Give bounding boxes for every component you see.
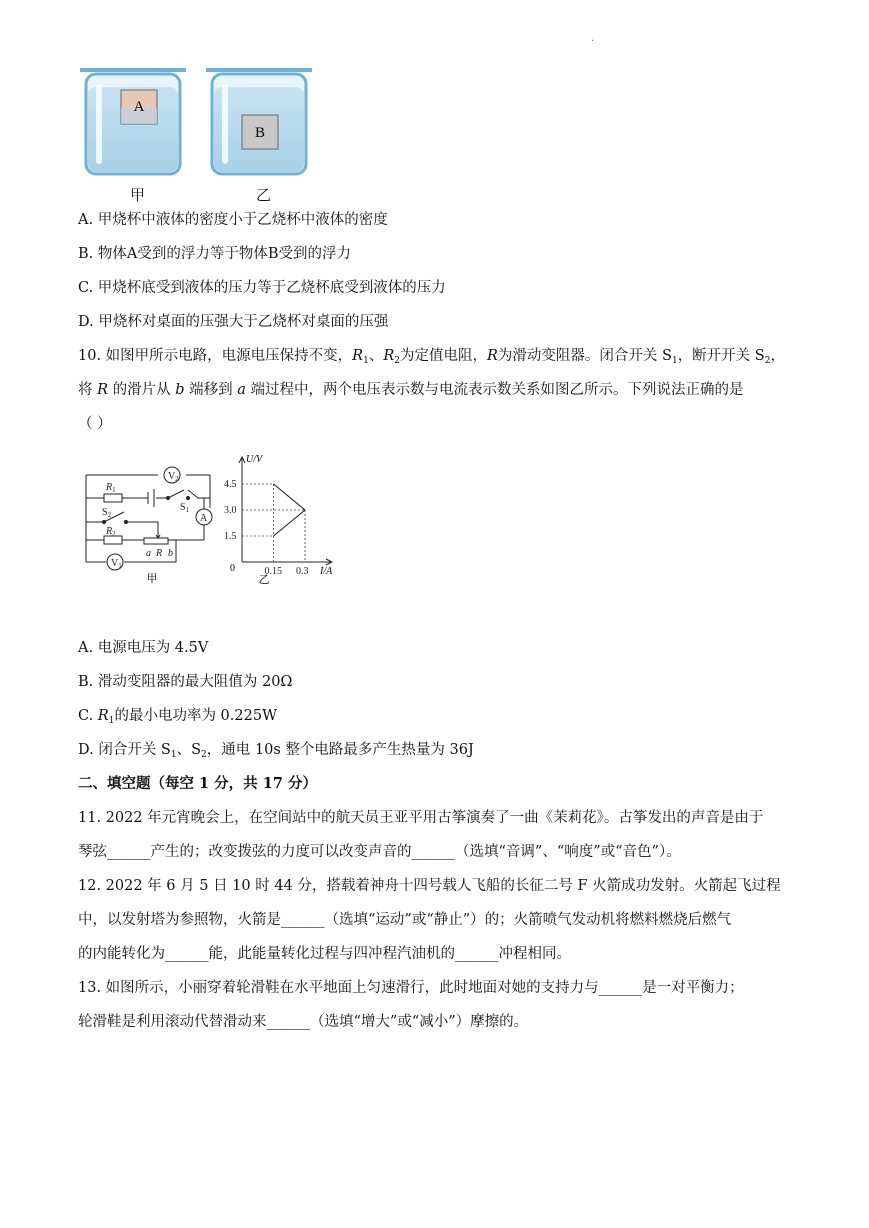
v2-label: V xyxy=(168,471,176,482)
q11-line2: 琴弦______产生的；改变拨弦的力度可以改变声音的______（选填“音调”、“响度”或“音色”）。 xyxy=(78,844,681,860)
circuit-diagram xyxy=(80,458,220,586)
slider-b-label: b xyxy=(168,548,173,559)
x-axis xyxy=(242,559,332,565)
q13-line2: 轮滑鞋是利用滚动代替滑动来______（选填“增大”或“减小”）摩擦的。 xyxy=(78,1014,529,1030)
slider-a-label: a xyxy=(146,548,151,559)
section2-title: 二、填空题（每空 1 分，共 17 分） xyxy=(78,775,317,792)
block-a-label: A xyxy=(133,99,145,115)
svg-text:V1: $V_1$ xyxy=(111,558,122,570)
rheostat xyxy=(144,538,168,544)
ui-graph xyxy=(222,452,342,586)
x-tick-label: 0.15 xyxy=(264,566,282,577)
y-axis xyxy=(239,457,245,562)
q13-line1: 13. 如图所示，小丽穿着轮滑鞋在水平地面上匀速滑行，此时地面对她的支持力与______是一对平衡力； xyxy=(78,980,744,996)
beaker-left xyxy=(80,70,186,174)
svg-text:S1: $S_1$ xyxy=(180,502,190,514)
q9-option-d: D. 甲烧杯对桌面的压强大于乙烧杯对桌面的压强 xyxy=(78,314,389,330)
q10-option-d: D. 闭合开关 $S_1$、$S_2$，通电 10s 整个电路最多产生热量为 36J xyxy=(78,742,474,760)
svg-text:V2: $V_2$ xyxy=(168,471,179,483)
a-meter-label: A xyxy=(200,513,208,524)
v1-label: V xyxy=(111,558,119,569)
series-line-2 xyxy=(274,510,306,536)
q9-option-a: A. 甲烧杯中液体的密度小于乙烧杯中液体的密度 xyxy=(78,212,388,228)
header-mark: . xyxy=(591,33,595,44)
beaker-caption-left: 甲 xyxy=(130,186,146,204)
q12-line2: 中，以发射塔为参照物，火箭是______（选填“运动”或“静止”）的；火箭喷气发动机将燃料燃烧后燃气 xyxy=(78,912,732,928)
q9-option-c: C. 甲烧杯底受到液体的压力等于乙烧杯底受到液体的压力 xyxy=(78,280,446,296)
circuit-caption: 甲 xyxy=(146,572,158,585)
q10-answer-bracket: （ ） xyxy=(78,416,112,432)
q12-line3: 的内能转化为______能，此能量转化过程与四冲程汽油机的______冲程相同。 xyxy=(78,946,571,962)
s2-label: S xyxy=(102,507,108,518)
q9-option-b: B. 物体A受到的浮力等于物体B受到的浮力 xyxy=(78,246,351,262)
r1-resistor xyxy=(104,494,122,502)
q10-stem-line1: 10. 如图甲所示电路，电源电压保持不变，$R_1$、$R_2$为定值电阻，R为滑动变阻器。闭合开关 $S_1$，断开开关 $S_2$， xyxy=(78,348,785,366)
y-tick-label: 1.5 xyxy=(224,531,237,542)
r1-label: R xyxy=(106,482,113,493)
slider-r-label: R xyxy=(156,548,163,559)
svg-text:R1: $R_1$ xyxy=(106,482,116,494)
q10-stem-line2: 将 R 的滑片从 b 端移到 a 端过程中，两个电压表示数与电流表示数关系如图乙所示。下列说法正确的是 xyxy=(78,382,744,398)
q10-option-c: C. $R_1$的最小电功率为 0.225W xyxy=(78,708,277,726)
x-axis-label: I/A xyxy=(320,566,333,577)
r2-label: R xyxy=(106,526,113,537)
beaker-right xyxy=(206,70,312,174)
y-tick-label: 4.5 xyxy=(224,479,237,490)
y-tick-label: 3.0 xyxy=(224,505,237,516)
beaker-figure xyxy=(76,64,316,204)
svg-text:R2: $R_2$ xyxy=(106,526,116,538)
y-axis-label: U/V xyxy=(246,454,263,465)
q12-line1: 12. 2022 年 6 月 5 日 10 时 44 分，搭载着神舟十四号载人飞船的长征二号 F 火箭成功发射。火箭起飞过程 xyxy=(78,878,781,894)
q10-option-a: A. 电源电压为 4.5V xyxy=(78,640,209,656)
s1-label: S xyxy=(180,502,186,513)
beaker-caption-right: 乙 xyxy=(256,186,272,204)
origin-label: 0 xyxy=(230,563,235,574)
graph-caption: 乙 xyxy=(258,573,270,586)
series-line-1 xyxy=(274,484,306,510)
svg-text:S2: $S_2$ xyxy=(102,507,112,519)
q10-option-b: B. 滑动变阻器的最大阻值为 20Ω xyxy=(78,674,293,690)
q11-line1: 11. 2022 年元宵晚会上，在空间站中的航天员王亚平用古筝演奏了一曲《茉莉花》。古筝发出的声音是由于 xyxy=(78,810,764,826)
x-tick-label: 0.3 xyxy=(296,566,309,577)
block-b-label: B xyxy=(254,125,266,141)
